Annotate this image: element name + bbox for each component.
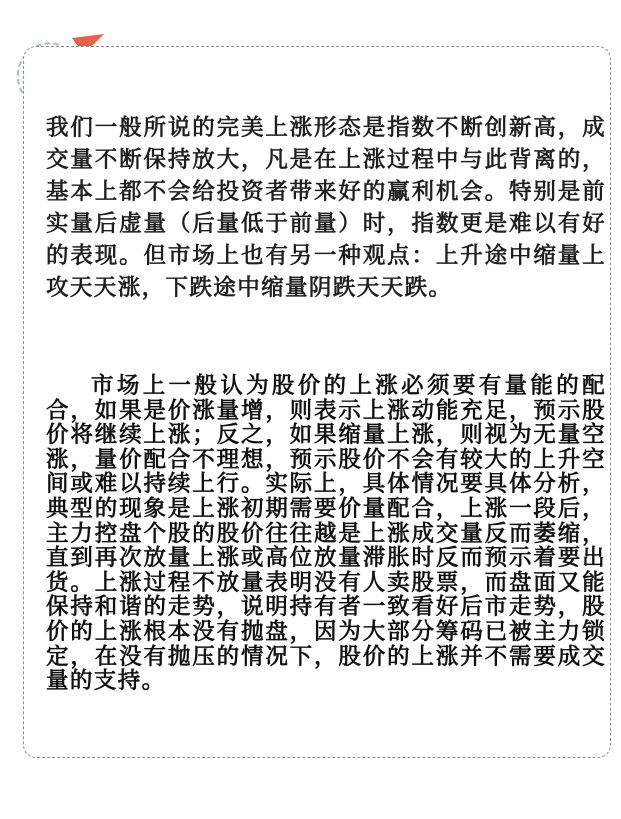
article-paragraph-1: 我们一般所说的完美上涨形态是指数不断创新高，成交量不断保持放大，凡是在上涨过程中与此背离的，基本上都不会给投资者带来好的赢利机会。特别是前实量后虚量（后量低于前量）时，指数更是难以有好的表现。但市场上也有另一种观点：上升途中缩量上攻天天涨，下跌途中缩量阴跌天天跌。 <box>46 115 606 301</box>
article-paragraph-2: 市场上一般认为股价的上涨必须要有量能的配合，如果是价涨量增，则表示上涨动能充足，预示股价将继续上涨；反之，如果缩量上涨，则视为无量空涨，量价配合不理想，预示股价不会有较大的上升空间或难以持续上行。实际上，具体情况要具体分析，典型的现象是上涨初期需要价量配合，上涨一段后，主力控盘个股的股价往往越是上涨成交量反而萎缩，直到再次放量上涨或高位放量滞胀时反而预示着要出货。上涨过程不放量表明没有人卖股票，而盘面又能保持和谐的走势，说明持有者一致看好后市走势，股价的上涨根本没有抛盘，因为大部分筹码已被主力锁定，在没有抛压的情况下，股价的上涨并不需要成交量的支持。 <box>46 373 606 695</box>
